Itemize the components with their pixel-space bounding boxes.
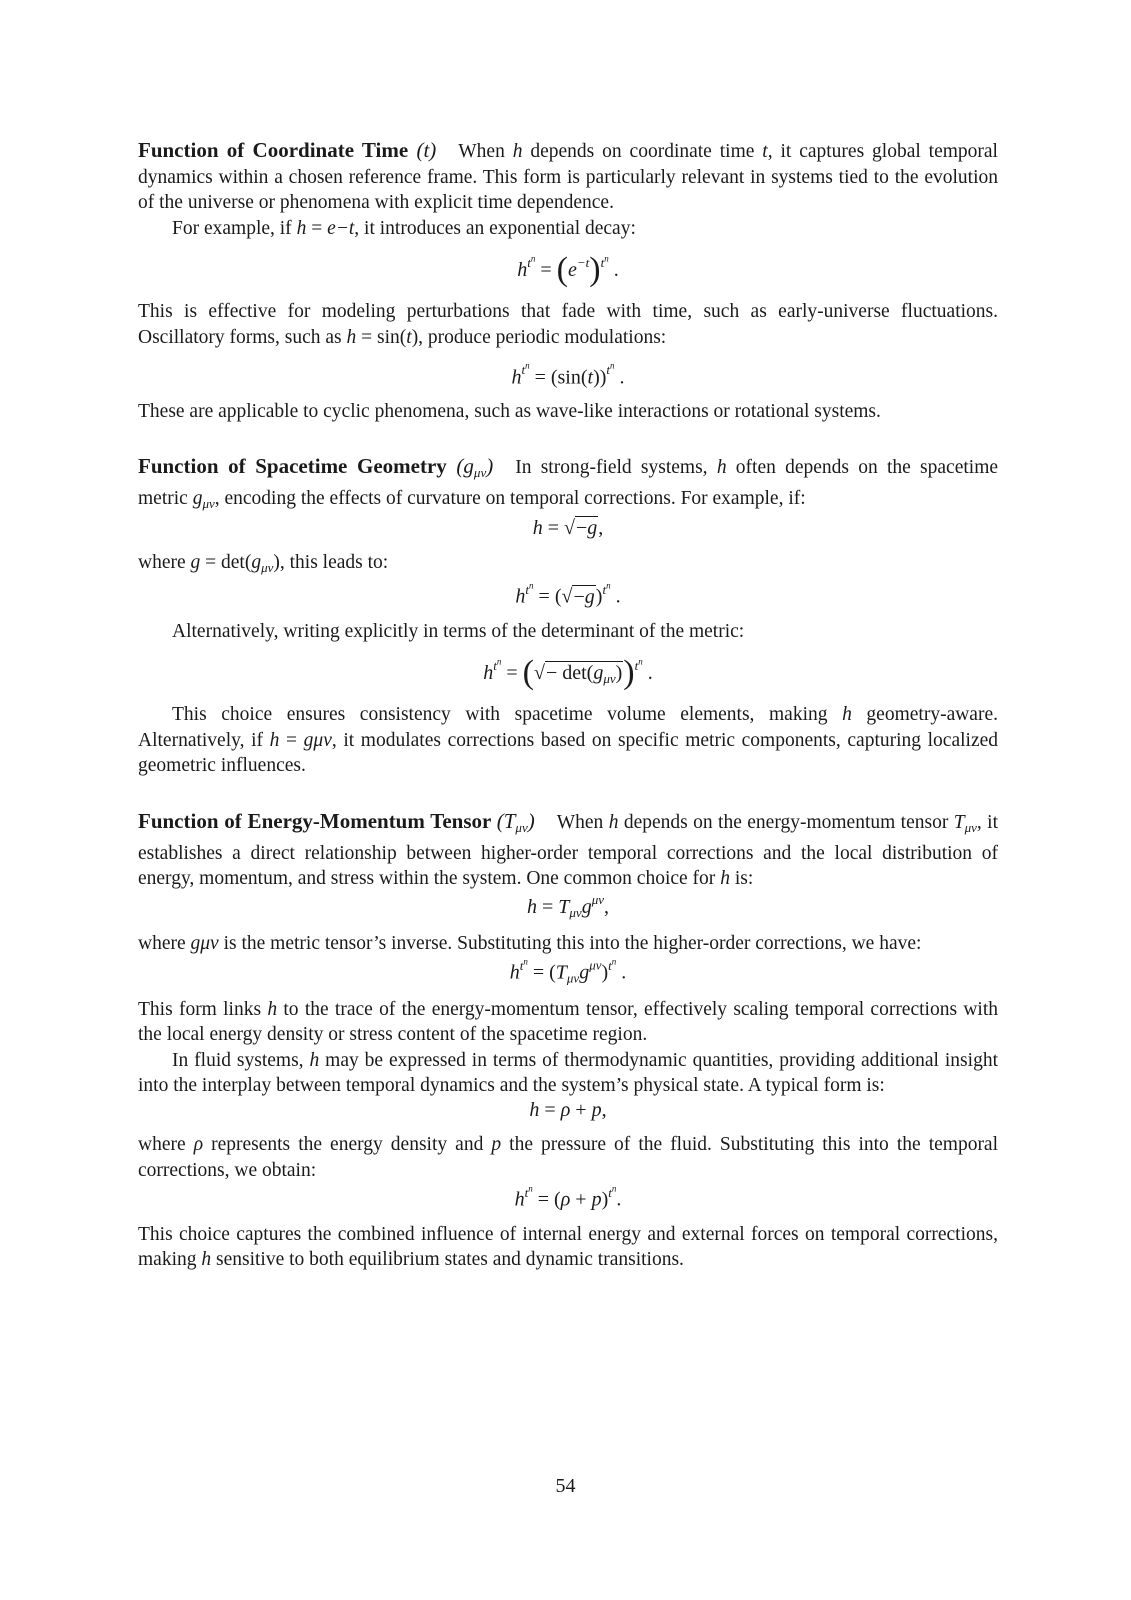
paragraph: This choice captures the combined influence of internal energy and external forces on temporal corrections, making h sensitive to both equilibrium states and dynamic transitions. bbox=[138, 1223, 998, 1271]
equation-exp-decay: $h^{t^n} = (e^{-t})^{t^n}$ . bbox=[517, 251, 619, 289]
equation-det-metric: $h^{t^n}$ = (√− $\det(g_{\mu\nu}))^{t^n}$ . bbox=[483, 654, 653, 692]
page-number: 54 bbox=[555, 1475, 576, 1497]
equation-sqrt-g-power: $h^{t^n} = (√-g)^{t^n}$ . bbox=[515, 580, 621, 608]
section-energy-momentum: Function of Energy-Momentum Tensor $(T_{\mu\nu})$ When h depends on the energy-momentum tensor $T_{\mu\nu}$, it establishes a direct relationship between higher-order temporal corrections and the local distribution of energy, momentum, and stress within the system. One common choice for h is: bbox=[138, 808, 999, 890]
equation-trace-power: $h^{t^n} = (T_{\mu\nu}g^{\mu\nu})^{t^n}$ . bbox=[509, 956, 627, 986]
heading-spacetime-geometry: Function of Spacetime Geometry $(g_{\mu\nu})$ bbox=[138, 454, 494, 481]
paragraph: These are applicable to cyclic phenomena, such as wave-like interactions or rotational systems. bbox=[138, 400, 881, 422]
section-geometry: Function of Spacetime Geometry $(g_{\mu\nu})$ In strong-field systems, h often depends on the spacetime metric $g_{\mu\nu}$, encoding the effects of curvature on temporal corrections. For example, if: bbox=[138, 454, 999, 512]
paragraph: Alternatively, writing explicitly in terms of the determinant of the metric: bbox=[172, 620, 745, 642]
paragraph: In fluid systems, h may be expressed in terms of thermodynamic quantities, providing additional insight into the interplay between temporal dynamics and the system’s physical state. A typical form is: bbox=[138, 1049, 998, 1097]
heading-energy-momentum: Function of Energy-Momentum Tensor $(T_{\mu\nu})$ bbox=[138, 808, 535, 835]
paragraph: where $g = \det(g_{\mu\nu})$, this leads to: bbox=[138, 551, 389, 575]
paragraph: For example, if h = e−t, it introduces an exponential decay: bbox=[172, 217, 636, 239]
equation-sin: $h^{t^n} = (\sin(t))^{t^n}$ . bbox=[511, 360, 625, 388]
paragraph: This is effective for modeling perturbations that fade with time, such as early-universe fluctuations. Oscillatory forms, such as h = sin(t), produce periodic modulations: bbox=[138, 301, 998, 348]
equation-rho-p: h = ρ + p, bbox=[529, 1099, 607, 1122]
section-time: Function of Coordinate Time (t) When h depends on coordinate time t, it captures global temporal dynamics within a chosen reference frame. This form is particularly relevant in systems tied to the evolution of the universe or phenomena with explicit time dependence. bbox=[138, 138, 998, 214]
equation-h-sqrt-g: h = √−g, bbox=[532, 516, 604, 539]
equation-rho-p-power: $h^{t^n} = (\rho + p)^{t^n}$. bbox=[514, 1183, 622, 1211]
paragraph: This form links h to the trace of the energy-momentum tensor, effectively scaling temporal corrections with the local energy density or stress content of the spacetime region. bbox=[138, 998, 998, 1046]
equation-h-trace: $h = T_{\mu\nu}g^{\mu\nu}$, bbox=[527, 891, 609, 920]
page-body bbox=[138, 138, 998, 1273]
paragraph: where ρ represents the energy density and p the pressure of the fluid. Substituting this into the temporal corrections, we obtain: bbox=[138, 1134, 999, 1181]
heading-coordinate-time: Function of Coordinate Time (t) bbox=[138, 138, 437, 162]
paragraph: where gμν is the metric tensor’s inverse. Substituting this into the higher-order corrections, we have: bbox=[138, 932, 922, 954]
paragraph: This choice ensures consistency with spacetime volume elements, making h geometry-aware. Alternatively, if h = gμν, it modulates corrections based on specific metric components, capturing localized geometric influences. bbox=[138, 704, 999, 777]
